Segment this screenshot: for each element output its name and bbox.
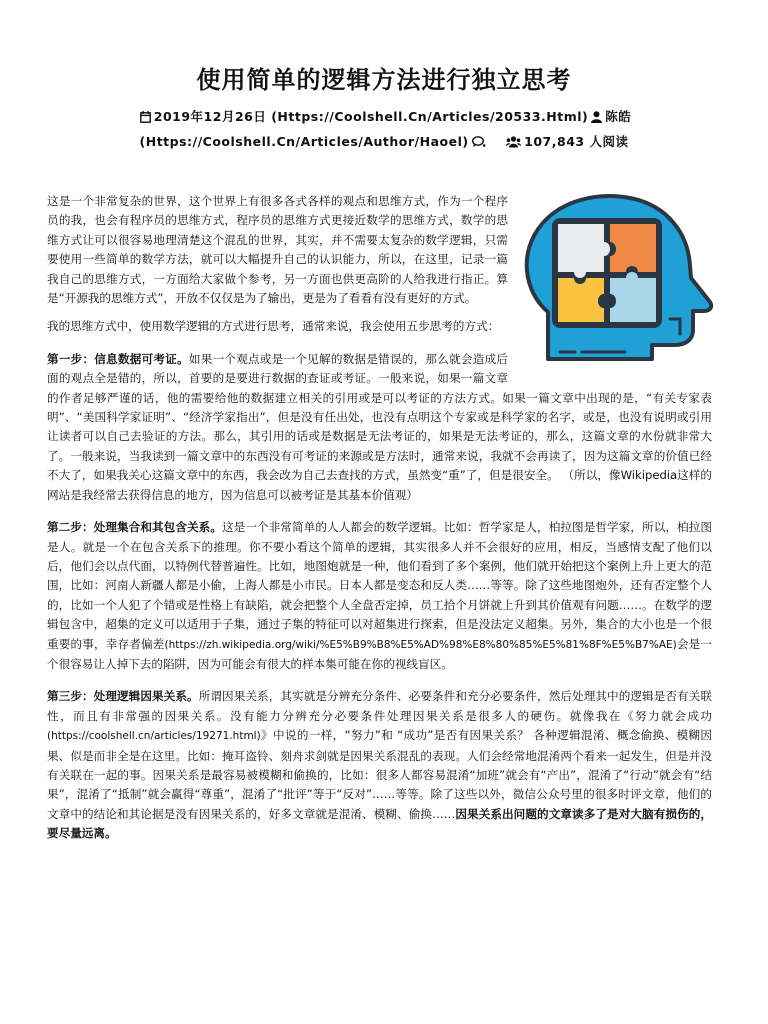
effort-success-link[interactable]: (https://coolshell.cn/articles/19271.html) [47,730,261,743]
step-2-title: 第二步：处理集合和其包含关系。 [47,520,223,535]
comment-icon[interactable] [472,132,486,155]
step-3-bold-conclusion: 因果关系出问题的文章读多了是对大脑有损伤的，要尽量远离。 [47,806,712,841]
post-meta [40,105,728,155]
step-3-paragraph [47,687,712,843]
step-1-paragraph [47,350,712,505]
step-1-text: 如果一个观点或是一个见解的数据是错误的，那么就会造成后面的观点全是错的，所以，首要的是要进行数据的查证或考证。一般来说，如果一篇文章的作者足够严谨的话，他的需要给他的数据建立相关的引用或是可以考证的方法方式。如果一篇文章中出现的是，“有关专家表明”、“美国科学家证明”、“经济学家指出”，但是没有任出处，也没有点明这个专家或是科学家的名字，或是，也没有说明或引用让读者可以自己去验证的方法。那么，其引用的话或是数据是无法考证的，如果是无法考证的，那么，这篇文章的水份就非常大了。一般来说，当我读到一篇文章中的东西没有可考证的来源或是方法时，通常来说，我就不会再读了，因为这篇文章的价值已经不大了，如果我关心这篇文章中的东西，我会改为自己去查找的方式，虽然变“重”了，但是很安全。 （所以，像Wikipedia这样的网站是我经常去获得信息的地方，因为信息可以被考证是其基本价值观） [47,351,712,502]
step-1-title: 第一步：信息数据可考证。 [47,351,189,366]
lead-paragraph: 我的思维方式中，使用数学逻辑的方式进行思考，通常来说，我会使用五步思考的方式： [47,319,500,334]
author-name[interactable]: 陈皓 [605,109,632,124]
step-2-text-a: 这是一个非常简单的人人都会的数学逻辑。比如：哲学家是人，柏拉图是哲学家，所以，柏拉图是人。就是一个在包含关系下的推理。你不要小看这个简单的逻辑，其实很多人并不会很好的应用，相反，当感情支配了他们以后，他们会以点代面，以特例代替普遍性。比如，地图炮就是一种，他们看到了多个案例，他们就开始把这个案例上升上更大的范围，比如：河南人新疆人都是小偷，上海人都是小市民。日本人都是变态和反人类……等等。除了这些地图炮外，还有否定整个人的，比如一个人犯了个错或是性格上有缺陷，就会把整个人全盘否定掉，员工拾个月饼就上升到其价值观有问题……。在数学的逻辑包含中，超集的定义可以适用于子集，通过子集的特征可以对超集进行探索，但是没法定义超集。另外，集合的大小也是一个很重要的事，幸存者偏差 [47,520,712,651]
post-date-link[interactable]: 2019年12月26日 (Https://Coolshell.Cn/Articles/20533.Html) [153,109,589,124]
meta-line-1 [40,105,728,130]
puzzle-head-icon [520,194,720,364]
step-2-text-b: 会是一个很容易让人掉下去的陷阱，因为可能会有很大的样本集可能在你的视线盲区。 [47,636,712,671]
users-icon [506,132,521,155]
user-icon [591,107,602,130]
page-title: 使用简单的逻辑方法进行独立思考 [196,66,572,94]
meta-line-2 [40,130,728,155]
step-3-title: 第三步：处理逻辑因果关系。 [47,689,199,704]
step-3-text-a: 所谓因果关系，其实就是分辨充分条件、必要条件和充分必要条件，然后处理其中的逻辑是否有关联性，而且有非常强的因果关系。没有能力分辨充分必要条件处理因果关系是很多人的硬伤。就像我在《努力就会成功 [47,689,712,723]
step-3-text-b: 》中说的一样，“努力”和 “成功”是否有因果关系？ 各种逻辑混淆、概念偷换、模糊因果、似是而非全是在这里。比如：掩耳盗铃、刻舟求剑就是因果关系混乱的表现。人们会经常地混淆两个看来一起发生，但是并没有关联在一起的事。因果关系是最容易被模糊和偷换的，比如：很多人都容易混淆“加班”就会有“产出”，混淆了“行动”就会有“结果”，混淆了“抵制”就会赢得“尊重”，混淆了“批评”等于“反对”……等等。除了这些以外，微信公众号里的很多时评文章，他们的文章中的结论和其论据是没有因果关系的，好多文章就是混淆、模糊、偷换…… [47,728,712,821]
article-body [47,192,712,857]
author-link[interactable]: (Https://Coolshell.Cn/Articles/Author/Haoel) [139,134,469,149]
step-2-paragraph [47,518,712,674]
intro-paragraph: 这是一个非常复杂的世界，这个世界上有很多各式各样的观点和思维方式，作为一个程序员的我，也会有程序员的思维方式，程序员的思维方式更接近数学的思维方式，数学的思维方式让可以很容易地理清楚这个混乱的世界，其实，并不需要太复杂的数学逻辑，只需要使用一些简单的数学方法，就可以大幅提升自己的认识能力，所以，在这里，记录一篇我自己的思维方式，一方面给大家做个参考，另一方面也供更高阶的人给我进行指正。算是“开源我的思维方式”，开放不仅仅是为了输出，更是为了看看有没有更好的方式。 [47,194,508,306]
calendar-icon [140,107,151,130]
view-count: 107,843 人阅读 [524,134,629,149]
survivorship-bias-link[interactable]: (https://zh.wikipedia.org/wiki/%E5%B9%B8%E5%AD%98%E8%80%85%E5%81%8F%E5%B7%AE) [164,638,677,651]
